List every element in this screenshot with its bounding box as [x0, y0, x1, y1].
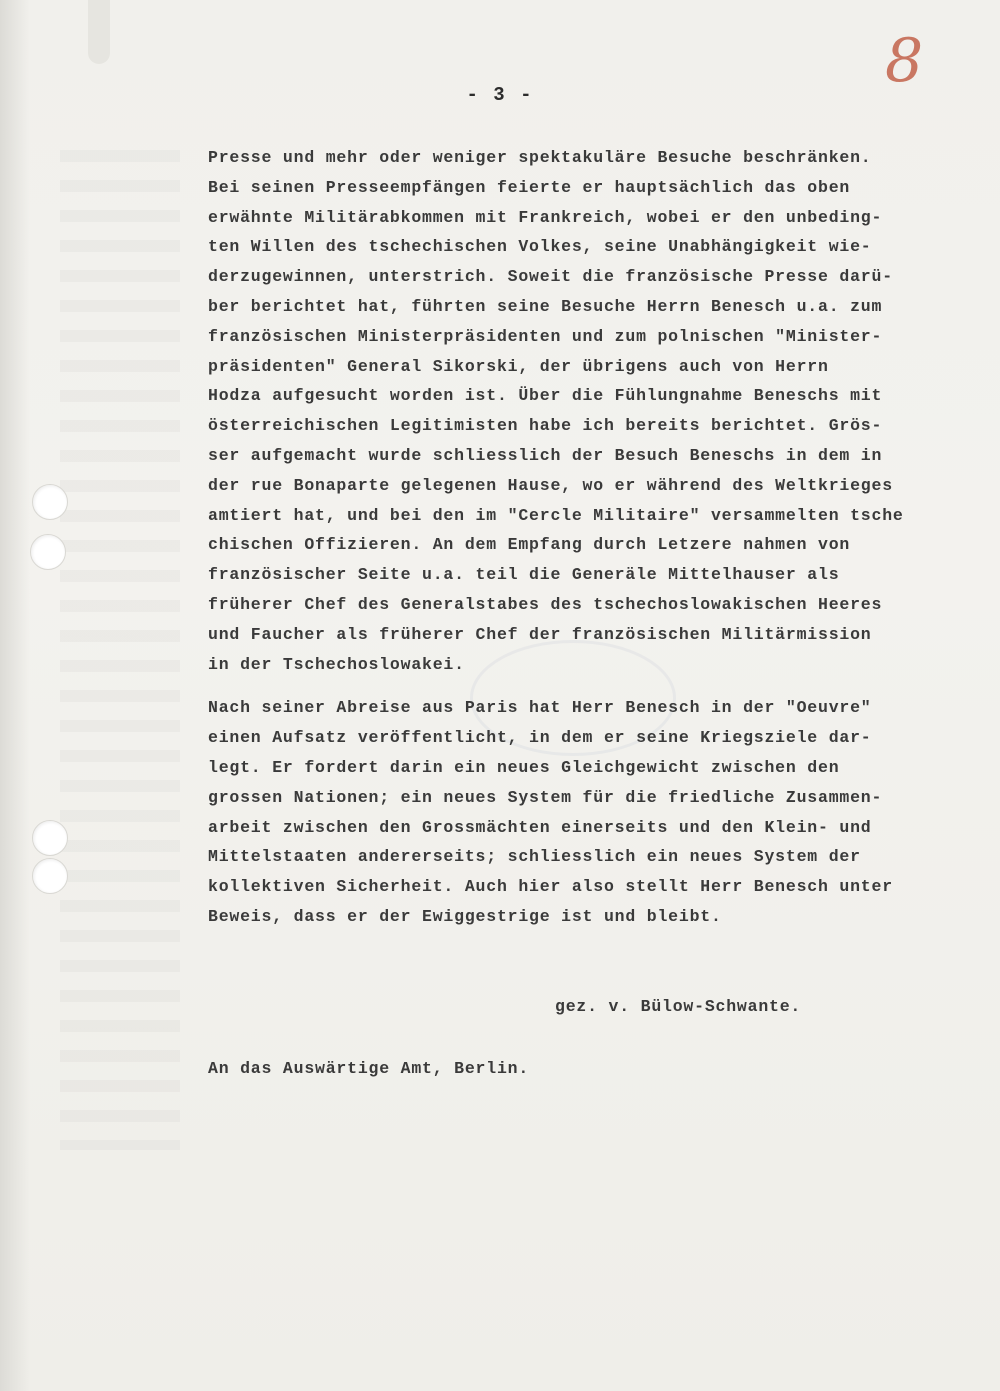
text-line: derzugewinnen, unterstrich. Soweit die französische Presse darü- [208, 267, 893, 287]
text-line: früherer Chef des Generalstabes des tschechoslowakischen Heeres [208, 594, 883, 614]
text-line: amtiert hat, und bei den im "Cercle Militaire" versammelten tsche [208, 505, 904, 525]
text-line: kollektiven Sicherheit. Auch hier also stellt Herr Benesch unter [208, 877, 893, 897]
text-line: Hodza aufgesucht worden ist. Über die Fühlungnahme Beneschs mit [208, 386, 883, 406]
text-line: in der Tschechoslowakei. [208, 654, 465, 674]
text-line: Mittelstaaten andererseits; schliesslich ein neues System der [208, 847, 861, 867]
page-edge-shadow [0, 0, 30, 1391]
bleed-through-texture [60, 150, 180, 1150]
text-line: und Faucher als früherer Chef der französischen Militärmission [208, 624, 872, 644]
letter-body [208, 143, 978, 932]
text-line: französischer Seite u.a. teil die Generäle Mittelhauser als [208, 565, 840, 585]
text-line: österreichischen Legitimisten habe ich bereits berichtet. Grös- [208, 416, 883, 436]
paragraph-1 [208, 143, 978, 679]
text-line: Nach seiner Abreise aus Paris hat Herr Benesch in der "Oeuvre" [208, 698, 872, 718]
punch-hole [32, 484, 68, 520]
text-line: ser aufgemacht wurde schliesslich der Besuch Beneschs in dem in [208, 445, 883, 465]
text-line: legt. Er fordert darin ein neues Gleichgewicht zwischen den [208, 757, 840, 777]
text-line: französischen Ministerpräsidenten und zum polnischen "Minister- [208, 326, 883, 346]
paragraph-spacer [208, 679, 978, 693]
text-line: ber berichtet hat, führten seine Besuche Herrn Benesch u.a. zum [208, 296, 883, 316]
paper-clip-mark [88, 0, 110, 64]
text-line: Beweis, dass er der Ewiggestrige ist und bleibt. [208, 906, 722, 926]
text-line: Bei seinen Presseempfängen feierte er hauptsächlich das oben [208, 177, 851, 197]
paragraph-2 [208, 693, 978, 931]
text-line: Presse und mehr oder weniger spektakuläre Besuche beschränken. [208, 148, 872, 167]
text-line: präsidenten" General Sikorski, der übrigens auch von Herrn [208, 356, 829, 376]
text-line: arbeit zwischen den Grossmächten einerseits und den Klein- und [208, 817, 872, 837]
signature-line: gez. v. Bülow-Schwante. [555, 997, 802, 1016]
text-line: einen Aufsatz veröffentlicht, in dem er seine Kriegsziele dar- [208, 728, 872, 748]
text-line: der rue Bonaparte gelegenen Hause, wo er während des Weltkrieges [208, 475, 893, 495]
text-line: grossen Nationen; ein neues System für die friedliche Zusammen- [208, 787, 883, 807]
text-line: chischen Offizieren. An dem Empfang durch Letzere nahmen von [208, 535, 851, 555]
text-line: erwähnte Militärabkommen mit Frankreich, wobei er den unbeding- [208, 207, 883, 227]
punch-hole [32, 858, 68, 894]
punch-hole [32, 820, 68, 856]
punch-hole [30, 534, 66, 570]
addressee-line: An das Auswärtige Amt, Berlin. [208, 1059, 530, 1078]
handwritten-folio-number: 8 [885, 26, 924, 96]
text-line: ten Willen des tschechischen Volkes, seine Unabhängigkeit wie- [208, 237, 872, 257]
page-number: - 3 - [466, 84, 534, 106]
